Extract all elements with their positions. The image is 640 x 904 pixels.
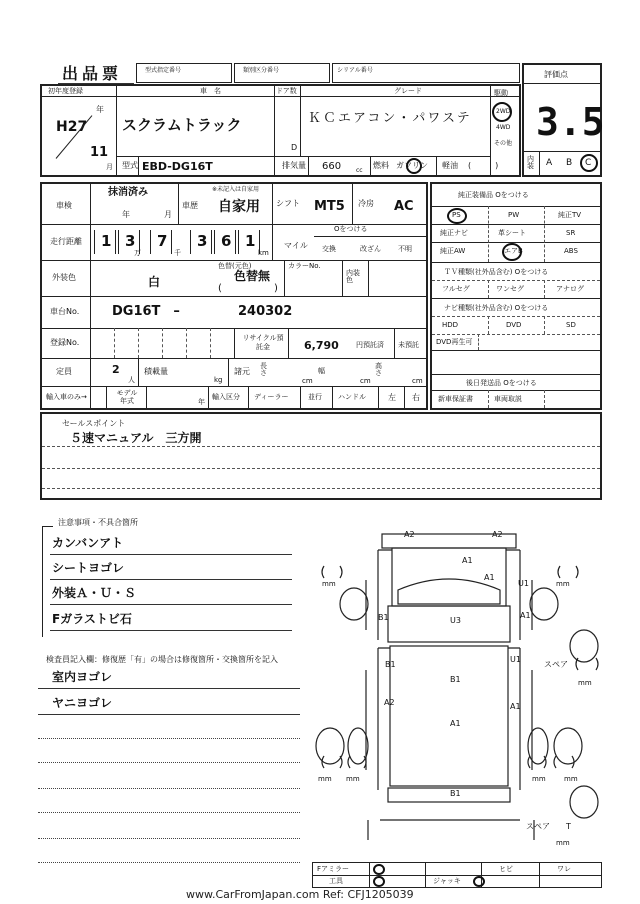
shift-value: MT5 [314, 199, 345, 214]
drive-2wd-circle [492, 102, 512, 122]
mileage-digit-3 [150, 230, 172, 254]
capacity-value: 2 [112, 363, 120, 376]
chassis-prefix: DG16T – [112, 304, 180, 319]
mileage-digit-1 [94, 230, 116, 254]
option-navi: 純正ナビ [440, 229, 468, 237]
option-tv: 純正TV [558, 211, 582, 219]
diagram-label: U1 [510, 655, 521, 664]
diagram-label: U3 [450, 616, 461, 625]
legend-tools-circle [373, 876, 385, 887]
footer-watermark: www.CarFromJapan.com Ref: CFJ1205039 [186, 888, 414, 901]
diagram-label: B1 [385, 660, 396, 669]
option-ps: PS [452, 211, 461, 219]
option-airbag-circle [502, 243, 522, 261]
evaluation-score: 3.5 [536, 100, 605, 144]
spare-label-bottom: スペア [526, 822, 550, 831]
vehicle-details-block: 車検 抹消済み 年 月 車歴 ※未記入は自家用 自家用 シフト MT5 冷房 AC 走行距離 1 3 7 3 6 1 万 千 km マイル Oをつける 交換 改ざん 不明 外装色 白 色替(元色) 色替無 ( ) カラーNo. 内装色 車台No. DG16T – 240302 登録No. リサイクル預託金 6,790 円預託済 未預託 定員 2 人 積載量 kg 諸元 長さ cm 幅 cm 高さ cm 輸入車のみ→ モデル年式 年 輸入区分 ディーラー 並行 ハンドル 左 右 [40, 182, 428, 410]
drive-4wd: 4WD [496, 124, 511, 131]
door-count: D [291, 143, 298, 152]
diagram-label: A1 [484, 573, 495, 582]
diagram-label: B1 [450, 675, 461, 684]
interior-label: 内装 [527, 155, 534, 170]
note-item-1: カンバンアト [52, 536, 124, 550]
basic-info-block: 初年度登録 車 名 ドア数 グレード 駆動 H27 年 11 月 スクラムトラック D ＫＣエアコン・パワステ 2WD 4WD その他 型式 EBD-DG16T 排気量 660 cc 燃料 ガソリン 軽油 ( ) [40, 84, 521, 177]
inspection-value: 抹消済み [108, 187, 148, 198]
option-pw: PW [508, 211, 520, 219]
evaluation-box [522, 63, 605, 177]
option-abs: ABS [564, 247, 578, 255]
diagram-label: A1 [510, 702, 521, 711]
mileage-digit-6 [238, 230, 260, 254]
cooler-value: AC [394, 199, 414, 214]
diagram-label: U1 [518, 579, 529, 588]
car-name: スクラムトラック [122, 116, 242, 134]
first-reg-year: H27 [56, 119, 88, 135]
options-block: 純正装備品 Oをつける PS PW 純正TV 純正ナビ 革シート SR 純正AW エアB ABS ＴＶ種類(社外品含む) Oをつける フルセグ ワンセグ アナログ ナビ種類(社外品含む) Oをつける HDD DVD SD DVD再生可 後日発送品 Oをつける 新車保証書 車両取説 [430, 182, 602, 410]
option-airbag: エアB [504, 247, 523, 255]
mm-unit-label: mm [556, 580, 570, 588]
mileage-digit-text: 1 [245, 232, 256, 250]
diagram-label: A1 [450, 719, 461, 728]
mm-unit-label: mm [532, 775, 546, 783]
mileage-digit-4 [190, 230, 212, 254]
type-cert-box: 型式指定番号 [136, 63, 232, 83]
page-title: 出品票 [62, 64, 123, 83]
diagram-label: A2 [384, 698, 395, 707]
diagram-label: A2 [492, 530, 503, 539]
class-box: 類別区分番号 [234, 63, 330, 83]
diagram-label: A1 [520, 611, 531, 620]
spare-tire-t: T [566, 822, 571, 831]
note-item-3: 外装Ａ・Ｕ・Ｓ [52, 586, 137, 600]
mm-unit-label: mm [322, 580, 336, 588]
mm-unit-label: mm [564, 775, 578, 783]
displacement: 660 [322, 161, 342, 172]
diagram-label: B1 [450, 789, 461, 798]
note-item-4: Fガラストビ石 [52, 612, 132, 626]
diagram-label: A1 [462, 556, 473, 565]
mileage-digit-text: 1 [101, 232, 112, 250]
interior-grade-a: A [546, 158, 553, 168]
first-reg-month: 11 [90, 145, 109, 160]
car-damage-diagram [306, 520, 606, 860]
option-leather: 革シート [498, 229, 526, 237]
mm-unit-label: mm [578, 679, 592, 687]
evaluation-label: 評価点 [544, 70, 568, 79]
exterior-color: 白 [148, 275, 161, 289]
inspector-item-1: 室内ヨゴレ [52, 670, 113, 684]
mileage-digit-text: 6 [221, 232, 232, 250]
sales-point-text: ５速マニュアル 三方開 [70, 431, 202, 445]
inspector-item-2: ヤニヨゴレ [52, 696, 113, 710]
notes-label: 注意事項・不具合箇所 [58, 518, 138, 527]
interior-grade-circle [580, 154, 598, 172]
option-ps-circle [447, 208, 467, 224]
note-item-2: シートヨゴレ [52, 561, 125, 575]
mileage-digit-text: 3 [197, 232, 208, 250]
drive-2wd: 2WD [496, 108, 511, 115]
chassis-number: 240302 [238, 304, 293, 319]
mileage-digit-5 [214, 230, 236, 254]
option-sr: SR [566, 229, 576, 237]
legend-mirror-circle [373, 864, 385, 875]
interior-grade-c: C [585, 158, 592, 168]
fuel-value: ガソリン [396, 161, 428, 170]
option-aw: 純正AW [440, 247, 466, 255]
legend-box: Fアミラー ヒビ ワレ 工具 ジャッキ [312, 862, 602, 888]
drive-other: その他 [494, 140, 513, 147]
mm-unit-label: mm [346, 775, 360, 783]
spare-label-top: スペア [544, 660, 568, 669]
recycle-value: 6,790 [304, 339, 339, 352]
mm-unit-label: mm [318, 775, 332, 783]
mileage-digit-text: 7 [157, 232, 168, 250]
mm-unit-label: mm [556, 839, 570, 847]
model-code: EBD-DG16T [142, 160, 213, 173]
diagram-label: B1 [378, 613, 389, 622]
history-value: 自家用 [218, 199, 260, 215]
interior-grade-b: B [566, 158, 573, 168]
inspector-label: 検査員記入欄：修復歴「有」の場合は修復箇所・交換箇所を記入 [46, 655, 278, 664]
mileage-digit-text: 3 [125, 232, 136, 250]
repaint-value: 色替無 [234, 269, 271, 283]
grade-value: ＫＣエアコン・パワステ [308, 111, 472, 126]
legend-jack-circle [473, 876, 485, 887]
diagram-label: A2 [404, 530, 415, 539]
serial-box: シリアル番号 [332, 63, 520, 83]
fuel-circle [406, 158, 422, 174]
sales-point-block: セールスポイント ５速マニュアル 三方開 [40, 412, 602, 500]
